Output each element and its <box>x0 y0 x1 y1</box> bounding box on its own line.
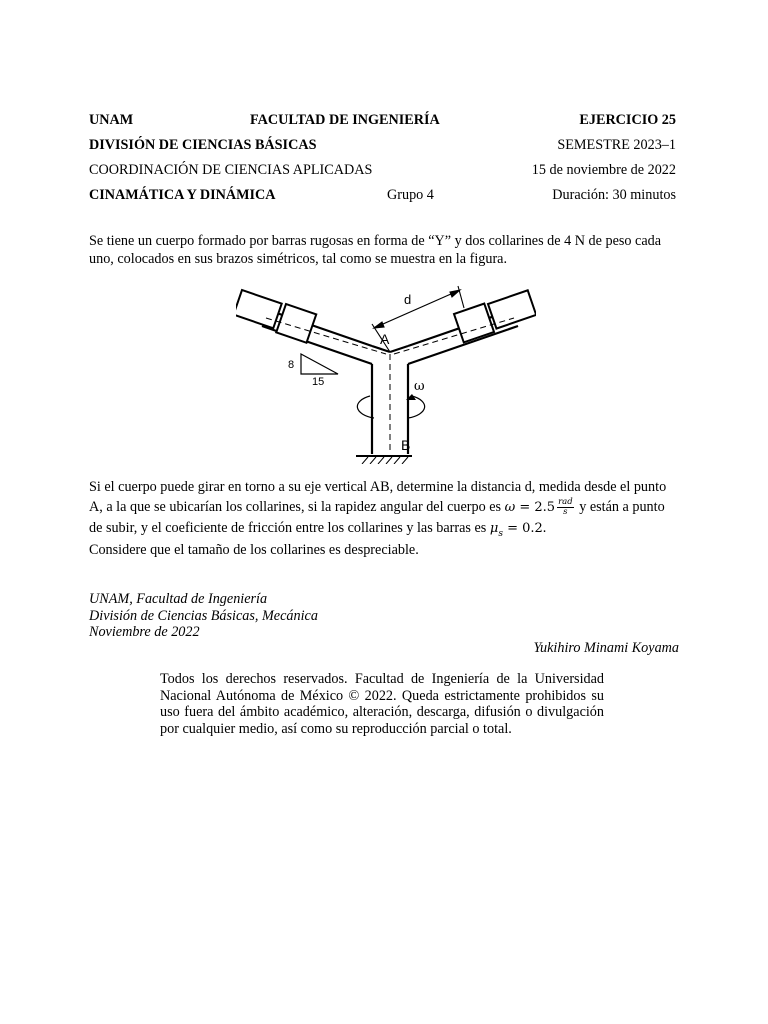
slope-run-label: 15 <box>312 376 325 388</box>
omega-unit-numerator: rad <box>558 497 573 508</box>
intro-paragraph: Se tiene un cuerpo formado por barras rugosas en forma de “Y” y dos collarines de 4 N de peso cada uno, colocados en sus brazos simétricos, tal como se muestra en la figura. <box>89 233 662 267</box>
y-frame-figure <box>236 282 536 464</box>
signoff-line-2: División de Ciencias Básicas, Mecánica <box>89 608 318 624</box>
header-date: 15 de noviembre de 2022 <box>531 162 676 178</box>
label-b: B <box>401 437 411 453</box>
header-group: Grupo 4 <box>387 187 434 203</box>
d-arrow-right <box>450 290 460 297</box>
problem-paragraph <box>89 477 679 544</box>
header-unam: UNAM <box>89 112 134 128</box>
problem-text-part3: . <box>542 520 547 536</box>
note-paragraph: Considere que el tamaño de los collarines es despreciable. <box>89 542 419 558</box>
slope-rise-label: 8 <box>288 359 295 371</box>
label-omega: ω <box>414 379 425 394</box>
header-division: DIVISIÓN DE CIENCIAS BÁSICAS <box>89 137 317 153</box>
ground-hatching <box>362 457 408 464</box>
label-a: A <box>380 331 390 347</box>
omega-symbol: ω <box>504 500 516 515</box>
mu-value: = 0.2 <box>502 521 543 536</box>
left-arm-end-cap <box>236 290 282 328</box>
rights-notice: Todos los derechos reservados. Facultad de Ingeniería de la Universidad Nacional Autónoma de México © 2022. Queda estrictamente prohibidos su uso fuera del ámbito académico, alteración, descarga, difusión o divulgación por cualquier medio, así como su reproducción parcial o total. <box>160 671 604 737</box>
header-coordination: COORDINACIÓN DE CIENCIAS APLICADAS <box>89 162 373 178</box>
slope-triangle <box>301 354 338 374</box>
header-duration: Duración: 30 minutos <box>552 187 676 203</box>
header-semester: SEMESTRE 2023–1 <box>557 137 676 153</box>
header-faculty: FACULTAD DE INGENIERÍA <box>250 112 440 128</box>
omega-value: = 2.5 <box>515 500 556 515</box>
right-arm-end-cap <box>488 290 536 328</box>
omega-unit-denominator: s <box>563 507 568 518</box>
omega-unit <box>557 498 574 517</box>
left-collar <box>276 304 316 343</box>
signoff-author: Yukihiro Minami Koyama <box>533 640 679 656</box>
label-d: d <box>404 292 412 307</box>
problem-text-part1: Si el cuerpo puede girar en torno a su eje vertical AB, determine la distancia d, medida desde el punto A, a la que se ubicarían los collarines, si la rapidez angular del cuerpo es <box>89 479 667 515</box>
mu-subscript: s <box>498 528 503 539</box>
mu-symbol: μ <box>489 521 499 536</box>
header-exercise: EJERCICIO 25 <box>579 112 676 128</box>
problem-text-part2: y están a punto de subir, y el coeficiente de fricción entre los collarines y las barras es <box>89 499 665 536</box>
signoff-line-1: UNAM, Facultad de Ingeniería <box>89 591 268 607</box>
d-dimension-line <box>374 290 460 328</box>
signoff-line-3: Noviembre de 2022 <box>89 624 200 640</box>
header-course: CINAMÁTICA Y DINÁMICA <box>89 187 276 203</box>
d-arrow-left <box>374 322 384 328</box>
